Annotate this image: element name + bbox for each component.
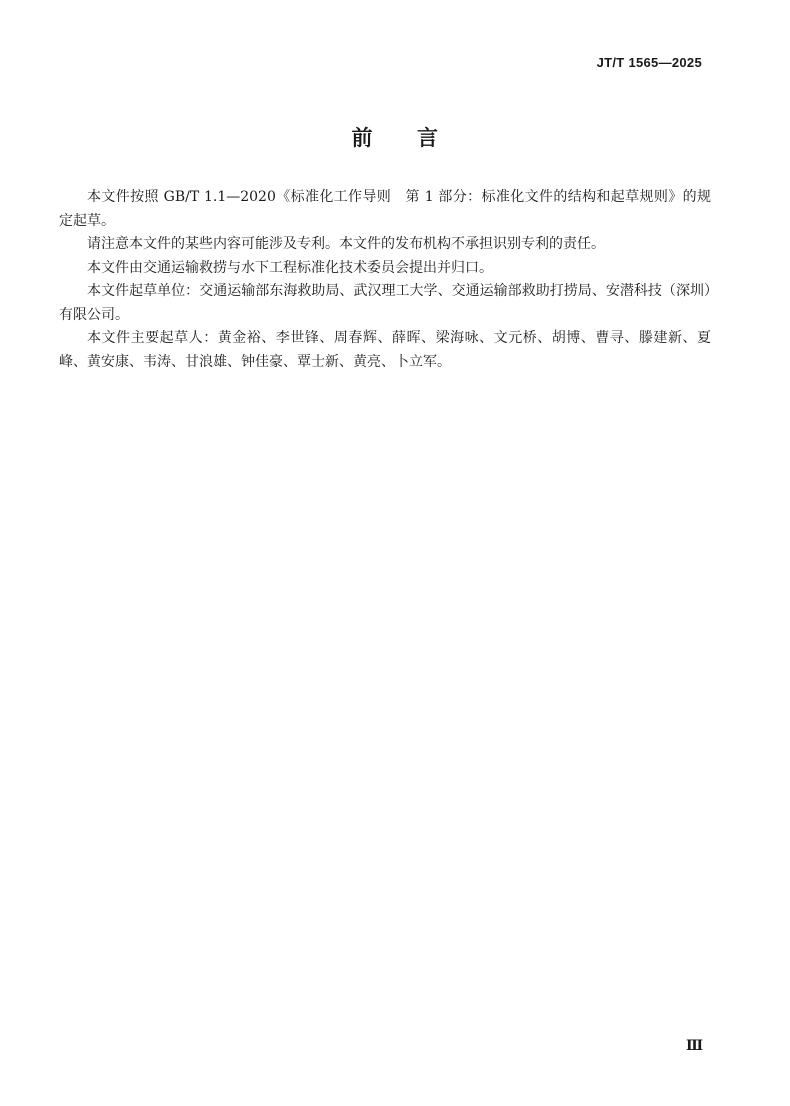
paragraph-proposer: 本文件由交通运输救捞与水下工程标准化技术委员会提出并归口。: [87, 259, 493, 276]
paragraph-drafting-organizations: 本文件起草单位：交通运输部东海救助局、武汉理工大学、交通运输部救助打捞局、安潜科技（深圳）有限公司。: [59, 283, 711, 323]
title-part-2: 言: [417, 126, 439, 150]
paragraph-drafters: 本文件主要起草人：黄金裕、李世锋、周春辉、薛晖、梁海咏、文元桥、胡博、曹寻、滕建新、夏峰、黄安康、韦涛、甘浪雄、钟佳豪、覃士新、黄亮、卜立军。: [59, 330, 711, 370]
paragraph-drafting-rules: 本文件按照 GB/T 1.1—2020《标准化工作导则 第 1 部分：标准化文件的结构和起草规则》的规定起草。: [59, 189, 711, 229]
page-number: Ⅲ: [685, 1038, 703, 1054]
foreword-body: [59, 186, 711, 374]
paragraph-patent-notice: 请注意本文件的某些内容可能涉及专利。本文件的发布机构不承担识别专利的责任。: [87, 236, 605, 252]
standard-number: JT/T 1565—2025: [596, 55, 702, 70]
title-part-1: 前: [351, 126, 373, 150]
page-title: [0, 122, 790, 152]
